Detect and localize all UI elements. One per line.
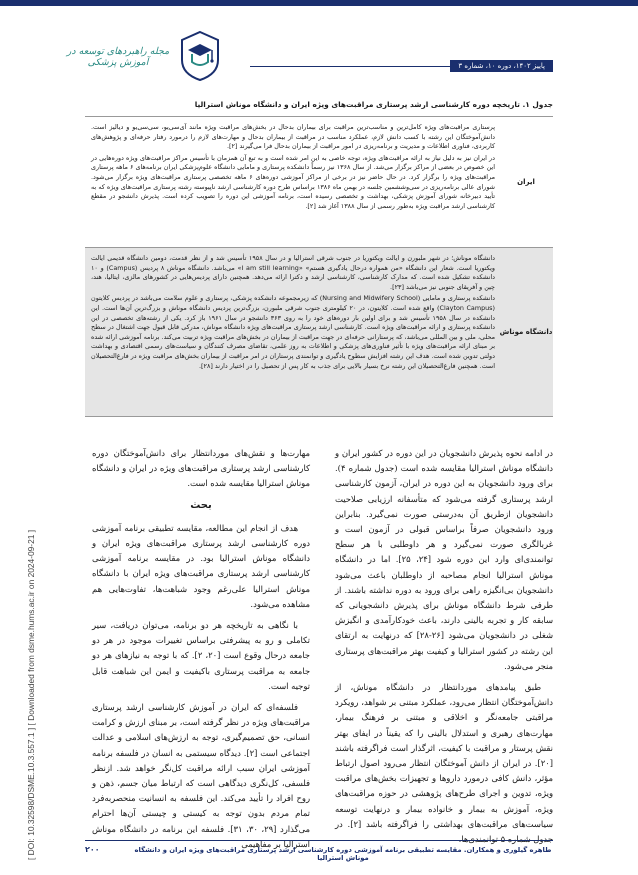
journal-logo-icon <box>178 30 222 82</box>
section-title-discussion: بحث <box>190 499 212 511</box>
side-margin-note <box>12 420 36 860</box>
footer-citation: طاهره گیلوری و همکاران. مقایسه تطبیقی برنامه آموزشی دوره کارشناسی ارشد پرستاری مراقبت‌های ویژه ایران و دانشگاه موناش استرالیا <box>134 846 552 862</box>
left-paragraph-2: با نگاهی به تاریخچه هر دو برنامه، می‌توان دریافت، سیر تکاملی و رو به پیشرفتی براساس تغییرات موجود در هر دو جامعه درحال وقوع است [۲۰، ۲]. که با توجه به نیازهای هر دو جامعه به مراقبت پرستاری باکیفیت و ایمن این شباهت قابل توجیه است. <box>92 620 310 691</box>
journal-title: مجله راهبردهای توسعه در آموزش پزشکی <box>66 46 170 68</box>
row-label-monash: دانشگاه موناش <box>499 328 553 336</box>
monash-paragraph-2: دانشکده پرستاری و مامایی (Nursing and Midwifery School) که زیرمجموعه دانشکده پزشکی، پرستاری و علوم سلامت می‌باشد در پردیس کلایتون (Clayton Campus) واقع شده است. کلایتون، در ۲۰ کیلومتری جنوب شرقی ملبورن، بزرگ‌ترین پردیس دانشگاه موناش و بزرگ‌ترین آن‌ها است. این دانشکده در سال ۱۹۵۸ تأسیس شد و برای اولین بار دوره‌های خود را به روی ۳۶۳ دانشجو در سال ۱۹۶۱ باز کرد. یکی از رشته‌های تخصصی در این دانشکده پرستاری و ارائه مراقبت‌های ویژه است. کارشناسی ارشد پرستاری مراقبت‌های ویژه دانشگاه موناش، مدرکی قابل قبول جهت اشتغال در سطح محلی، ملی و بین المللی می‌باشد، که پرستارانی حرفه‌ای در جهت مراقبت از بیماران در بخش‌های مراقبت ویژه تربیت می‌کند. برنامه آموزشی ارائه شده بر مبنای ارائه مراقبت‌های ویژه با تأثیر فناوری‌های پزشکی و اطلاعات به روز علمی، تقاضای مصرف کنندگان و سیاست‌های رسمی اقتصادی و بهداشت دولتی تدوین شده است. هدف این رشته افزایش سطوح یادگیری و توانمندی پرستاران در امر مراقبت از بیماران بخش‌های مراقبت ویژه در فارغ‌التحصیلان است. همچنین فارغ‌التحصیلان این رشته نرخ بسیار بالایی برای جذب به کار پس از تحصیل را در اختیار دارند [۲۸]. <box>91 294 496 370</box>
left-intro-paragraph: مهارت‌ها و نقش‌های موردانتظار برای دانش‌آموختگان دوره کارشناسی ارشد پرستاری مراقبت‌های ویژه در ایران و دانشگاه موناش استرالیا مقایسه شده است. <box>92 448 310 489</box>
monash-paragraph-1: دانشگاه موناش؛ در شهر ملبورن و ایالت ویکتوریا در جنوب شرقی استرالیا و در سال ۱۹۵۸ تأسیس شد و از نظر قدمت، دومین دانشگاه قدیمی ایالت ویکتوریا است. شعار این دانشگاه «من همواره درحال یادگیری هستم» «I am still learning» می‌باشد. دانشگاه موناش ۸ پردیس (Campus) و ۱۰ دانشکده تشکیل شده است. که مدارک کارشناسی، کارشناسی ارشد و دکترا ارائه می‌دهد. همچنین دارای پردیس‌هایی در کشورهای مالزی، ایتالیا، هند، چین و آفریقای جنوبی نیز می‌باشد [۲۳]. <box>91 254 495 291</box>
table-row-iran <box>85 116 553 247</box>
issue-bar <box>0 60 638 74</box>
left-paragraph-1: هدف از انجام این مطالعه، مقایسه تطبیقی برنامه آموزشی دوره کارشناسی ارشد پرستاری مراقبت‌های ویژه ایران و دانشگاه موناش استرالیا بود. در مقایسه برنامه آموزشی کارشناسی ارشد پرستاری مراقبت‌های ویژه ایران با دانشگاه موناش استرالیا علی‌رغم وجود شباهت‌ها، تفاوت‌هایی هم مشاهده می‌شود. <box>92 522 310 609</box>
page-footer <box>85 840 553 862</box>
history-table <box>85 116 553 417</box>
table-caption: جدول ۱. تاریخچه دوره کارشناسی ارشد پرستاری مراقبت‌های ویژه ایران و دانشگاه موناش استرالیا <box>194 100 553 109</box>
top-rule <box>0 0 638 6</box>
table-row-monash <box>85 247 553 417</box>
issue-label: پاییز ۱۴۰۲، دوره ۱۰، شماره ۳ <box>450 60 553 72</box>
body-column-left <box>92 446 310 858</box>
right-paragraph-2: طبق پیامدهای موردانتظار در دانشگاه موناش، از دانش‌آموختگان انتظار می‌رود، عملکرد مبتنی بر شواهد، رویکرد مراقبتی جامعه‌نگر و اخلاقی و مبتنی بر فرهنگ بیمار، مهارت‌های رهبری و استدلال بالینی را که یقیناً در ایفای بهتر نقش پرستار و مراقبت با کیفیت، اثرگذار است فراگرفته باشند [۲۰]. در ایران از دانش آموختگان انتظار می‌رود اصول ارتباط مؤثر، دانش کافی درمورد داروها و تجهیزات بخش‌های مراقبت ویژه، تدوین و اجرای طرح‌های پژوهشی در حوزه مراقبت‌های ویژه، آموزش به بیمار و خانواده بیمار و درنهایت توسعه سیاست‌های مراقبت‌های بهداشتی را فراگرفته باشد [۲]. در جدول شماره ۵ توانمندی‌ها، <box>335 682 554 845</box>
journal-logo-area <box>60 30 300 82</box>
row-label-iran: ایران <box>517 178 535 186</box>
row-body-iran <box>85 117 499 247</box>
row-body-monash <box>85 248 499 416</box>
iran-paragraph-1: پرستاری مراقبت‌های ویژه کامل‌ترین و مناسب‌ترین مراقبت برای بیماران بدحال در بخش‌های مراقبت ویژه مانند آی‌سی‌یو، سی‌سی‌یو و دیالیز است. دانش‌آموختگان این رشته با کسب دانش لازم، عملکرد مناسب در مراقبت از بیماران بدحال و مهارت‌های لازم را درمورد رفتار حرفه‌ای و پژوهش‌های کاربردی، فناوری اطلاعات و مدیریت و برنامه‌ریزی در امور مراقبت از بیماران بدحال فرا می‌گیرند [۲]. <box>91 123 495 151</box>
iran-paragraph-2: در ایران نیز به دلیل نیاز به ارائه مراقبت‌های ویژه، توجه خاصی به این امر شده است و به تبع آن همزمان با تأسیس مراکز مراقبت‌های ویژه دوره‌هایی در این خصوص در بعضی از مراکز برگزار می‌شد. از سال ۱۳۶۸ نیز رسماً دانشکده پرستاری و مامایی دانشگاه علوم‌پزشکی ایران برنامه‌های ۶ ماهه پرستاری مراقبت‌های ویژه را برگزار کرد. در حال حاضر نیز در برخی از مراکز آموزشی دوره‌های ۶ ماهه تخصصی پرستاری مراقبت‌های ویژه برگزار می‌شود. شورای عالی برنامه‌ریزی در سی‌وششمین جلسه در بهمن ماه ۱۳۸۶ براساس طرح دوره کارشناسی ارشد ناپیوسته رشته پرستاری مراقبت‌های ویژه که به تأیید دبیرخانه شورای آموزش پزشکی، بهداشت و تخصصی رسیده است، برنامه آموزشی این دوره را تصویب کرده است. پذیرش دانشجو در مقطع کارشناسی ارشد مراقبت ویژه به‌طور رسمی از سال ۱۳۸۸ آغاز شد [۲]. <box>91 153 495 210</box>
body-column-right <box>335 446 553 853</box>
left-paragraph-3: فلسفه‌ای که ایران در آموزش کارشناسی ارشد پرستاری مراقبت‌های ویژه در نظر گرفته است، بر مبنای ارزش و کرامت انسانی، حق تصمیم‌گیری، توجه به ارزش‌های اسلامی و عدالت اجتماعی است [۲]. دیدگاه سیستمی به انسان در فلسفه برنامه آموزشی ایران سبب ارائه مراقبت کل‌نگر خواهد شد. ازنظر فلسفی، کل‌نگری دیدگاهی است که ارتباط میان جسم، ذهن و روح افراد را تأیید می‌کند. این فلسفه به انسانیت منحصربه‌فرد تمام مردم بدون توجه به کیستی و چیستی آن‌ها احترام می‌گذارد [۲۹، ۳۰، ۳۱]. فلسفه این برنامه در دانشگاه موناش استرالیا بر مفاهیمی <box>92 702 310 849</box>
right-paragraph-1: در ادامه نحوه پذیرش دانشجویان در این دوره در کشور ایران و دانشگاه موناش استرالیا مقایسه شده است (جدول شماره ۴). برای ورود دانشجویان به این دوره در ایران، آزمون کارشناسی ارشد پرستاری گرفته می‌شود که متأسفانه ارزیابی صلاحیت دانشجویان ازطریق آن به‌درستی صورت نمی‌گیرد. بنابراین ورود دانشجویان صرفاً براساس قبولی در آزمون است و غربالگری صورت نمی‌گیرد و هر داوطلبی با هر سطح توانمندی‌ای وارد این دوره شود [۲۴، ۲۵]. اما در دانشگاه موناش استرالیا انجام مصاحبه از داوطلبان باعث می‌شود دانشجویان بی‌انگیزه راهی برای ورود به دوره نداشته باشند. از طرفی شرط دانشگاه موناش برای پذیرش دانشجویانی که سابقه کار و تجربه بالینی دارند، باعث خودکارآمدی و انگیزش شغلی در دانشجویان می‌شود [۲۶-۲۸] که درنهایت به ارتقای این رشته در کشور استرالیا و کیفیت بهتر مراقبت‌های پرستاری منجر می‌شود. <box>335 448 553 671</box>
page-number: ۲۰۰ <box>85 845 100 854</box>
doi-download-note: [ DOI: 10.32598/DSME.10.3.557.1 ] [ Downloaded from dsme.hums.ac.ir on 2024-09-21 ] <box>26 529 36 860</box>
